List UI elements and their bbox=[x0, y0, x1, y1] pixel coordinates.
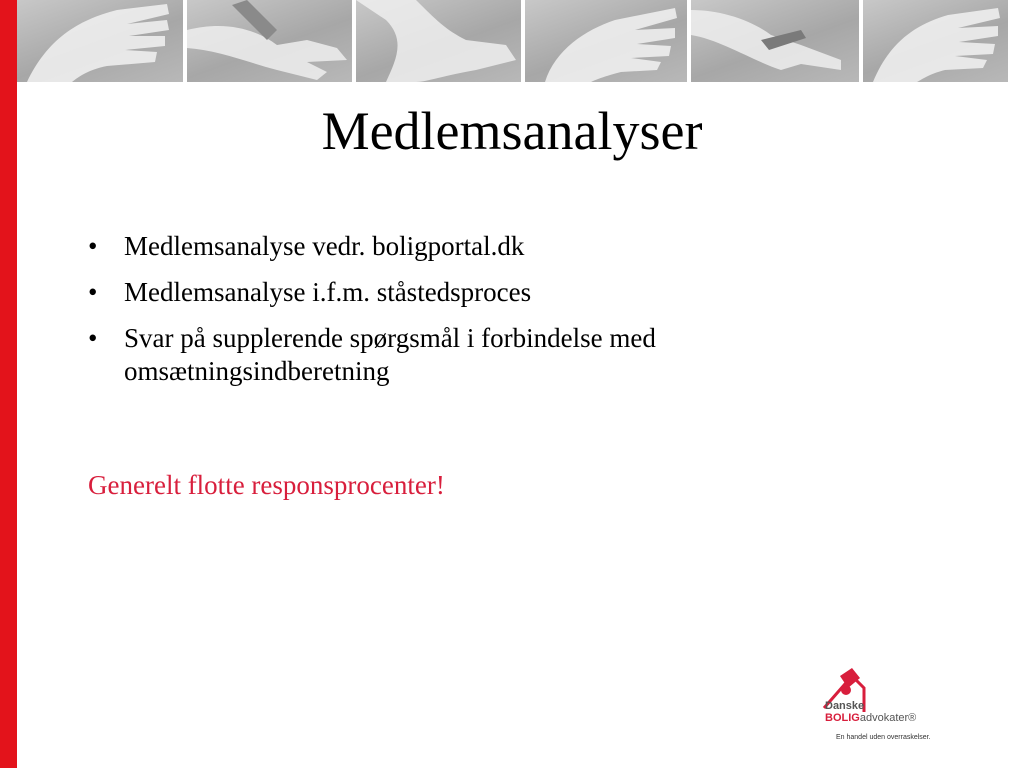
bullet-symbol: • bbox=[88, 231, 98, 261]
slide-title: Medlemsanalyser bbox=[321, 101, 703, 161]
hand-photo bbox=[356, 0, 521, 82]
bullet-symbol: • bbox=[88, 323, 98, 353]
hand-photo bbox=[187, 0, 352, 82]
hand-photo bbox=[17, 0, 183, 82]
bullet-item bbox=[88, 276, 888, 309]
bullet-item bbox=[88, 230, 888, 263]
hand-photo bbox=[863, 0, 1008, 82]
bullet-symbol: • bbox=[88, 277, 98, 307]
hand-photo bbox=[691, 0, 859, 82]
logo-brand bbox=[825, 712, 916, 724]
logo-tagline: En handel uden overraskelser. bbox=[836, 734, 931, 741]
logo-registered: ® bbox=[908, 712, 917, 724]
header-photo-strip bbox=[17, 0, 1024, 82]
highlight-text: Generelt flotte responsprocenter! bbox=[88, 470, 445, 500]
logo-brand-bold: BOLIG bbox=[825, 712, 860, 724]
hand-photo bbox=[525, 0, 687, 82]
logo-line1: Danske bbox=[825, 700, 865, 712]
bullet-list bbox=[88, 230, 888, 401]
bullet-text: Medlemsanalyse i.f.m. ståstedsproces bbox=[124, 277, 532, 307]
company-logo bbox=[822, 668, 952, 748]
bullet-text: Svar på supplerende spørgsmål i forbindelse med omsætningsindberetning bbox=[124, 323, 656, 386]
logo-brand-rest: advokater bbox=[859, 712, 909, 724]
bullet-text: Medlemsanalyse vedr. boligportal.dk bbox=[124, 231, 525, 261]
bullet-item bbox=[88, 322, 888, 388]
